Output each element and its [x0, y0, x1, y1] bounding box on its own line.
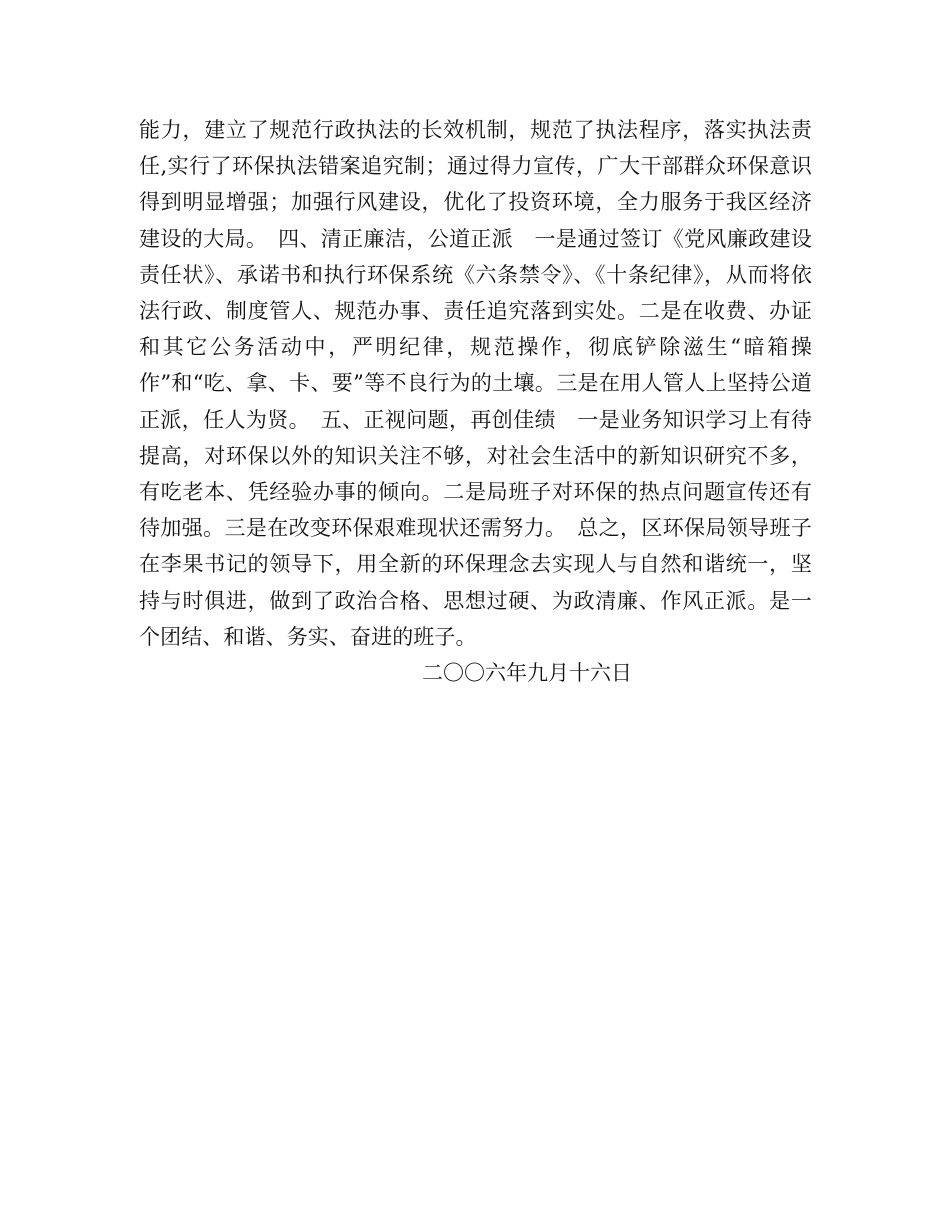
- document-date: 二〇〇六年九月十六日: [422, 661, 632, 685]
- body-paragraph: 能力，建立了规范行政执法的长效机制，规范了执法程序，落实执法责任,实行了环保执法错案追究制；通过得力宣传，广大干部群众环保意识得到明显增强；加强行风建设，优化了投资环境，全力服务于我区经济建设的大局。 四、清正廉洁，公道正派 一是通过签订《党风廉政建设责任状》、承诺书和执行环保系统《六条禁令》、《十条纪律》，从而将依法行政、制度管人、规范办事、责任追究落到实处。二是在收费、办证和其它公务活动中，严明纪律，规范操作，彻底铲除滋生“暗箱操作”和“吃、拿、卡、要”等不良行为的土壤。三是在用人管人上坚持公道正派，任人为贤。 五、正视问题，再创佳绩 一是业务知识学习上有待提高，对环保以外的知识关注不够，对社会生活中的新知识研究不多，有吃老本、凭经验办事的倾向。二是局班子对环保的热点问题宣传还有待加强。三是在改变环保艰难现状还需努力。 总之，区环保局领导班子在李果书记的领导下，用全新的环保理念去实现人与自然和谐统一，坚持与时俱进，做到了政治合格、思想过硬、为政清廉、作风正派。是一个团结、和谐、务实、奋进的班子。: [139, 118, 812, 649]
